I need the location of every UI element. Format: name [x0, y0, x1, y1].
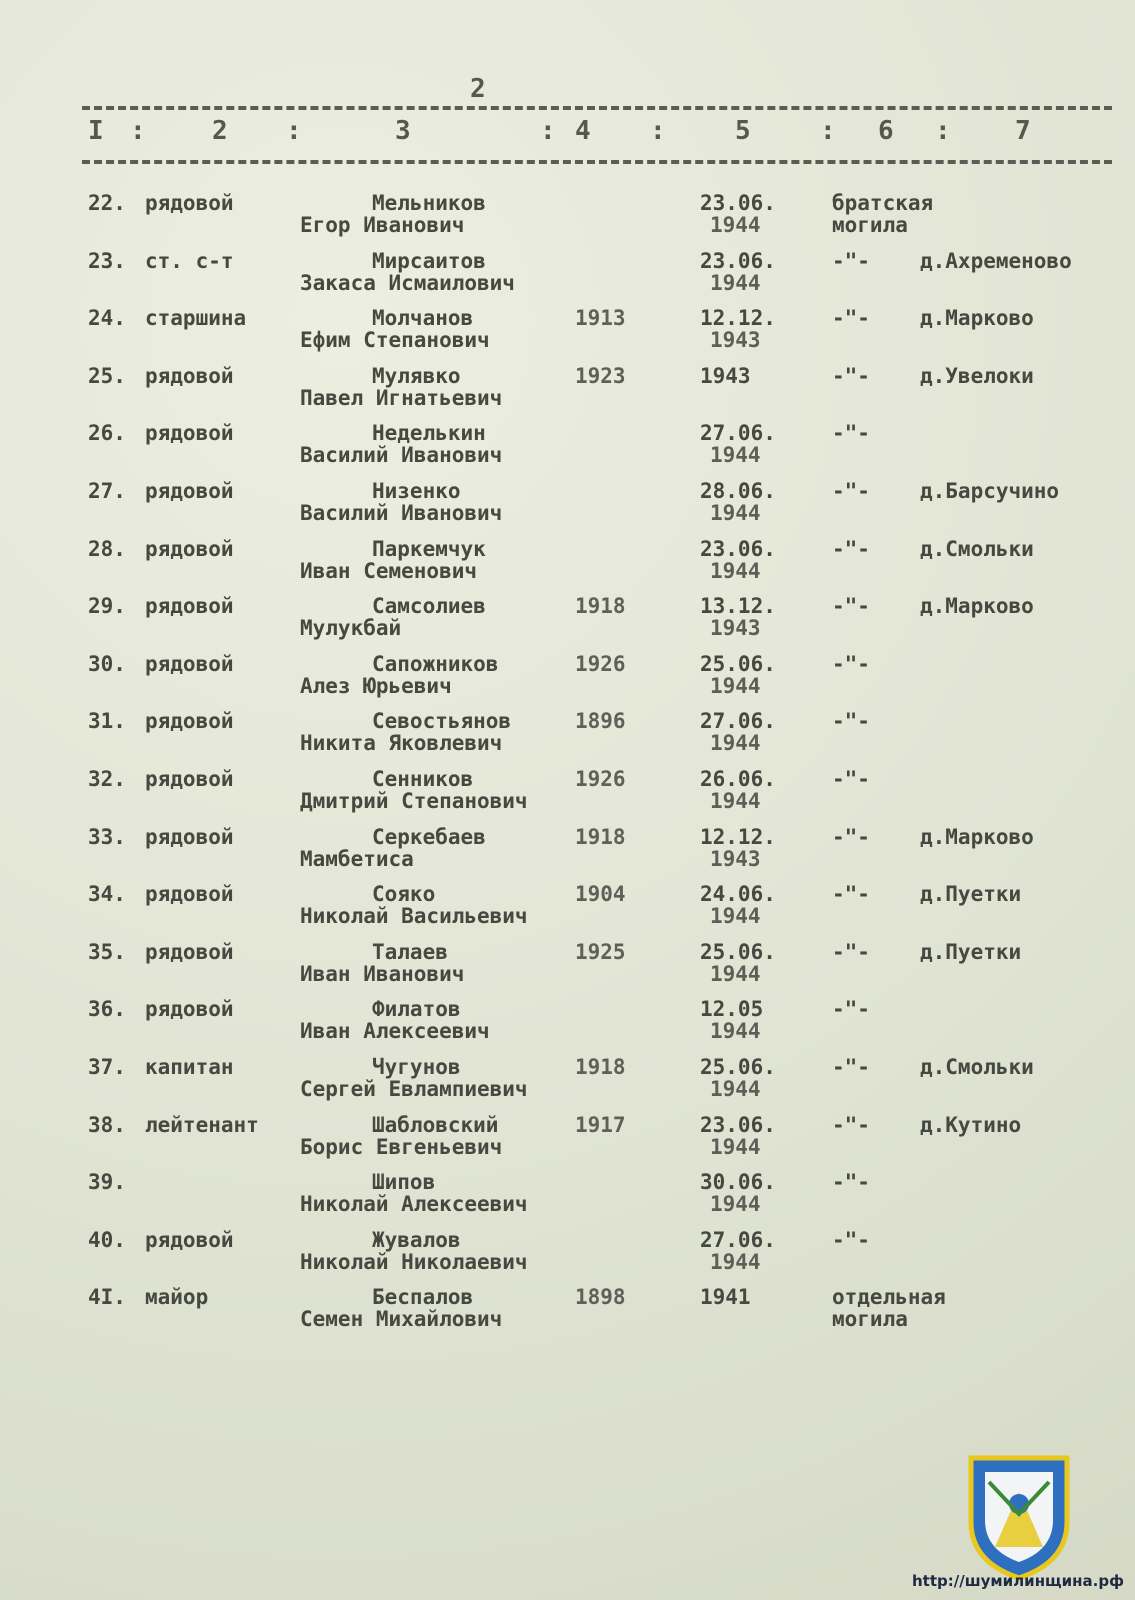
death-date: 12.12.	[700, 824, 776, 849]
death-year: 1944	[710, 731, 761, 756]
death-year: 1944	[710, 1134, 761, 1159]
death-date: 1943	[700, 363, 751, 388]
row-number: 40.	[88, 1227, 126, 1252]
row-number: 37.	[88, 1055, 126, 1079]
given-name: Алез Юрьевич	[300, 673, 452, 698]
burial-place: д.Барсучино	[920, 479, 1060, 503]
burial-type: -"-	[832, 1112, 870, 1137]
surname: Жувалов	[372, 1227, 461, 1252]
death-date: 25.06.	[700, 1055, 776, 1079]
rank: рядовой	[145, 882, 234, 907]
death-year: 1944	[710, 961, 761, 986]
surname: Мельников	[372, 191, 486, 215]
row-number: 25.	[88, 363, 126, 388]
rank: рядовой	[145, 939, 234, 964]
burial-type: -"-	[832, 939, 870, 964]
death-date: 25.06.	[700, 939, 776, 964]
given-name: Николай Васильевич	[300, 904, 528, 929]
rank: рядовой	[145, 594, 234, 619]
given-name: Никита Яковлевич	[300, 731, 503, 756]
table-row	[0, 422, 1135, 480]
row-number: 4I.	[88, 1285, 126, 1310]
burial-place: д.Марково	[920, 306, 1034, 331]
given-name: Мамбетиса	[300, 846, 414, 871]
death-date: 28.06.	[700, 479, 776, 503]
surname: Шипов	[372, 1170, 436, 1195]
burial-place: д.Ахременово	[920, 248, 1072, 273]
table-row	[0, 998, 1135, 1056]
rank: ст. с-т	[145, 248, 234, 273]
given-name: Василий Иванович	[300, 501, 503, 525]
death-date: 13.12.	[700, 594, 776, 619]
coat-of-arms-icon	[965, 1452, 1073, 1582]
surname: Самсолиев	[372, 594, 486, 619]
rank: рядовой	[145, 363, 234, 388]
birth-year: 1926	[575, 767, 626, 791]
burial-type: -"-	[832, 306, 870, 331]
given-name: Николай Николаевич	[300, 1249, 528, 1274]
table-row	[0, 941, 1135, 999]
burial-type: -"-	[832, 824, 870, 849]
burial-type: отдельная	[832, 1285, 946, 1310]
death-year: 1944	[710, 1249, 761, 1274]
surname: Низенко	[372, 479, 461, 503]
surname: Сояко	[372, 882, 436, 907]
birth-year: 1898	[575, 1285, 626, 1310]
page-number: 2	[470, 74, 486, 104]
death-date: 12.12.	[700, 306, 776, 331]
birth-year: 1896	[575, 709, 626, 734]
row-number: 31.	[88, 709, 126, 734]
row-number: 30.	[88, 651, 126, 676]
row-number: 29.	[88, 594, 126, 619]
death-date: 27.06.	[700, 709, 776, 734]
column-separator: :	[540, 116, 556, 146]
death-date: 23.06.	[700, 248, 776, 273]
table-row	[0, 1286, 1135, 1344]
burial-type: -"-	[832, 997, 870, 1022]
death-year: 1944	[710, 443, 761, 468]
table-row	[0, 192, 1135, 250]
row-number: 34.	[88, 882, 126, 907]
birth-year: 1918	[575, 1055, 626, 1079]
watermark-url: http://шумилинщина.рф	[912, 1572, 1124, 1590]
burial-place: д.Пуетки	[920, 882, 1022, 907]
column-header-1: I	[88, 116, 104, 146]
given-name: Сергей Евлампиевич	[300, 1077, 528, 1101]
given-name: Егор Иванович	[300, 213, 465, 237]
table-row	[0, 250, 1135, 308]
table-row	[0, 595, 1135, 653]
rank: лейтенант	[145, 1112, 259, 1137]
surname: Мирсаитов	[372, 248, 486, 273]
rank: капитан	[145, 1055, 234, 1079]
burial-type: -"-	[832, 479, 870, 503]
table-row	[0, 1171, 1135, 1229]
burial-place: д.Увелоки	[920, 363, 1034, 388]
death-year: 1944	[710, 1192, 761, 1217]
given-name: Иван Семенович	[300, 558, 478, 583]
table-row	[0, 768, 1135, 826]
table-row	[0, 538, 1135, 596]
burial-type: -"-	[832, 1227, 870, 1252]
table-row	[0, 1056, 1135, 1114]
burial-place: д.Марково	[920, 594, 1034, 619]
table-row	[0, 826, 1135, 884]
given-name: Иван Иванович	[300, 961, 465, 986]
column-header-6: 6	[878, 116, 894, 146]
rank: рядовой	[145, 421, 234, 446]
death-date: 26.06.	[700, 767, 776, 791]
burial-type: -"-	[832, 421, 870, 446]
burial-place: д.Кутино	[920, 1112, 1022, 1137]
rank: рядовой	[145, 479, 234, 503]
table-row	[0, 365, 1135, 423]
burial-type: -"-	[832, 709, 870, 734]
surname: Талаев	[372, 939, 448, 964]
column-header-5: 5	[735, 116, 751, 146]
death-year: 1944	[710, 789, 761, 813]
death-year: 1944	[710, 270, 761, 295]
header-rule-top	[82, 106, 1112, 110]
burial-type: -"-	[832, 363, 870, 388]
table-row	[0, 480, 1135, 538]
birth-year: 1917	[575, 1112, 626, 1137]
rank: рядовой	[145, 651, 234, 676]
table-row	[0, 307, 1135, 365]
burial-type: -"-	[832, 767, 870, 791]
rank: рядовой	[145, 997, 234, 1022]
given-name: Борис Евгеньевич	[300, 1134, 503, 1159]
burial-type: -"-	[832, 882, 870, 907]
death-date: 23.06.	[700, 191, 776, 215]
birth-year: 1918	[575, 824, 626, 849]
surname: Чугунов	[372, 1055, 461, 1079]
table-row	[0, 1114, 1135, 1172]
given-name: Иван Алексеевич	[300, 1019, 490, 1044]
rank: старшина	[145, 306, 247, 331]
death-year: 1944	[710, 501, 761, 525]
surname: Шабловский	[372, 1112, 499, 1137]
given-name: Николай Алексеевич	[300, 1192, 528, 1217]
rank: рядовой	[145, 824, 234, 849]
header-rule-bottom	[82, 160, 1112, 164]
death-date: 23.06.	[700, 1112, 776, 1137]
burial-type-cont: могила	[832, 213, 908, 237]
column-separator: :	[820, 116, 836, 146]
rank: майор	[145, 1285, 209, 1310]
row-number: 22.	[88, 191, 126, 215]
death-date: 12.05	[700, 997, 764, 1022]
death-date: 30.06.	[700, 1170, 776, 1195]
given-name: Ефим Степанович	[300, 328, 490, 353]
burial-place: д.Смольки	[920, 1055, 1034, 1079]
death-date: 25.06.	[700, 651, 776, 676]
given-name: Василий Иванович	[300, 443, 503, 468]
burial-place: д.Смольки	[920, 536, 1034, 561]
surname: Беспалов	[372, 1285, 474, 1310]
row-number: 36.	[88, 997, 126, 1022]
burial-type: -"-	[832, 1055, 870, 1079]
table-row	[0, 653, 1135, 711]
surname: Сенников	[372, 767, 474, 791]
death-date: 27.06.	[700, 421, 776, 446]
death-year: 1944	[710, 1019, 761, 1044]
burial-type: -"-	[832, 536, 870, 561]
table-row	[0, 883, 1135, 941]
column-header-2: 2	[212, 116, 228, 146]
rank: рядовой	[145, 767, 234, 791]
birth-year: 1923	[575, 363, 626, 388]
birth-year: 1913	[575, 306, 626, 331]
column-header-4: 4	[575, 116, 591, 146]
death-date: 1941	[700, 1285, 751, 1310]
burial-type-cont: могила	[832, 1307, 908, 1332]
column-separator: :	[935, 116, 951, 146]
row-number: 38.	[88, 1112, 126, 1137]
surname: Неделькин	[372, 421, 486, 446]
row-number: 32.	[88, 767, 126, 791]
table-row	[0, 710, 1135, 768]
surname: Паркемчук	[372, 536, 486, 561]
row-number: 27.	[88, 479, 126, 503]
rank: рядовой	[145, 709, 234, 734]
death-date: 24.06.	[700, 882, 776, 907]
death-year: 1943	[710, 328, 761, 353]
column-separator: :	[286, 116, 302, 146]
surname: Серкебаев	[372, 824, 486, 849]
surname: Севостьянов	[372, 709, 512, 734]
burial-type: братская	[832, 191, 934, 215]
burial-place: д.Пуетки	[920, 939, 1022, 964]
burial-type: -"-	[832, 651, 870, 676]
birth-year: 1918	[575, 594, 626, 619]
column-separator: :	[130, 116, 146, 146]
death-year: 1944	[710, 1077, 761, 1101]
row-number: 39.	[88, 1170, 126, 1195]
given-name: Павел Игнатьевич	[300, 385, 503, 410]
death-date: 23.06.	[700, 536, 776, 561]
death-year: 1944	[710, 558, 761, 583]
burial-place: д.Марково	[920, 824, 1034, 849]
rank: рядовой	[145, 191, 234, 215]
column-separator: :	[650, 116, 666, 146]
burial-type: -"-	[832, 248, 870, 273]
column-header-7: 7	[1015, 116, 1031, 146]
birth-year: 1926	[575, 651, 626, 676]
row-number: 23.	[88, 248, 126, 273]
burial-type: -"-	[832, 594, 870, 619]
death-year: 1944	[710, 213, 761, 237]
row-number: 28.	[88, 536, 126, 561]
rank: рядовой	[145, 1227, 234, 1252]
given-name: Семен Михайлович	[300, 1307, 503, 1332]
row-number: 26.	[88, 421, 126, 446]
row-number: 35.	[88, 939, 126, 964]
birth-year: 1925	[575, 939, 626, 964]
surname: Сапожников	[372, 651, 499, 676]
death-year: 1944	[710, 673, 761, 698]
death-year: 1944	[710, 904, 761, 929]
birth-year: 1904	[575, 882, 626, 907]
surname: Филатов	[372, 997, 461, 1022]
given-name: Закаса Исмаилович	[300, 270, 515, 295]
surname: Мулявко	[372, 363, 461, 388]
death-date: 27.06.	[700, 1227, 776, 1252]
given-name: Дмитрий Степанович	[300, 789, 528, 813]
row-number: 24.	[88, 306, 126, 331]
surname: Молчанов	[372, 306, 474, 331]
death-year: 1943	[710, 616, 761, 641]
given-name: Мулукбай	[300, 616, 402, 641]
table-row	[0, 1229, 1135, 1287]
column-header-3: 3	[395, 116, 411, 146]
burial-type: -"-	[832, 1170, 870, 1195]
death-year: 1943	[710, 846, 761, 871]
rank: рядовой	[145, 536, 234, 561]
row-number: 33.	[88, 824, 126, 849]
